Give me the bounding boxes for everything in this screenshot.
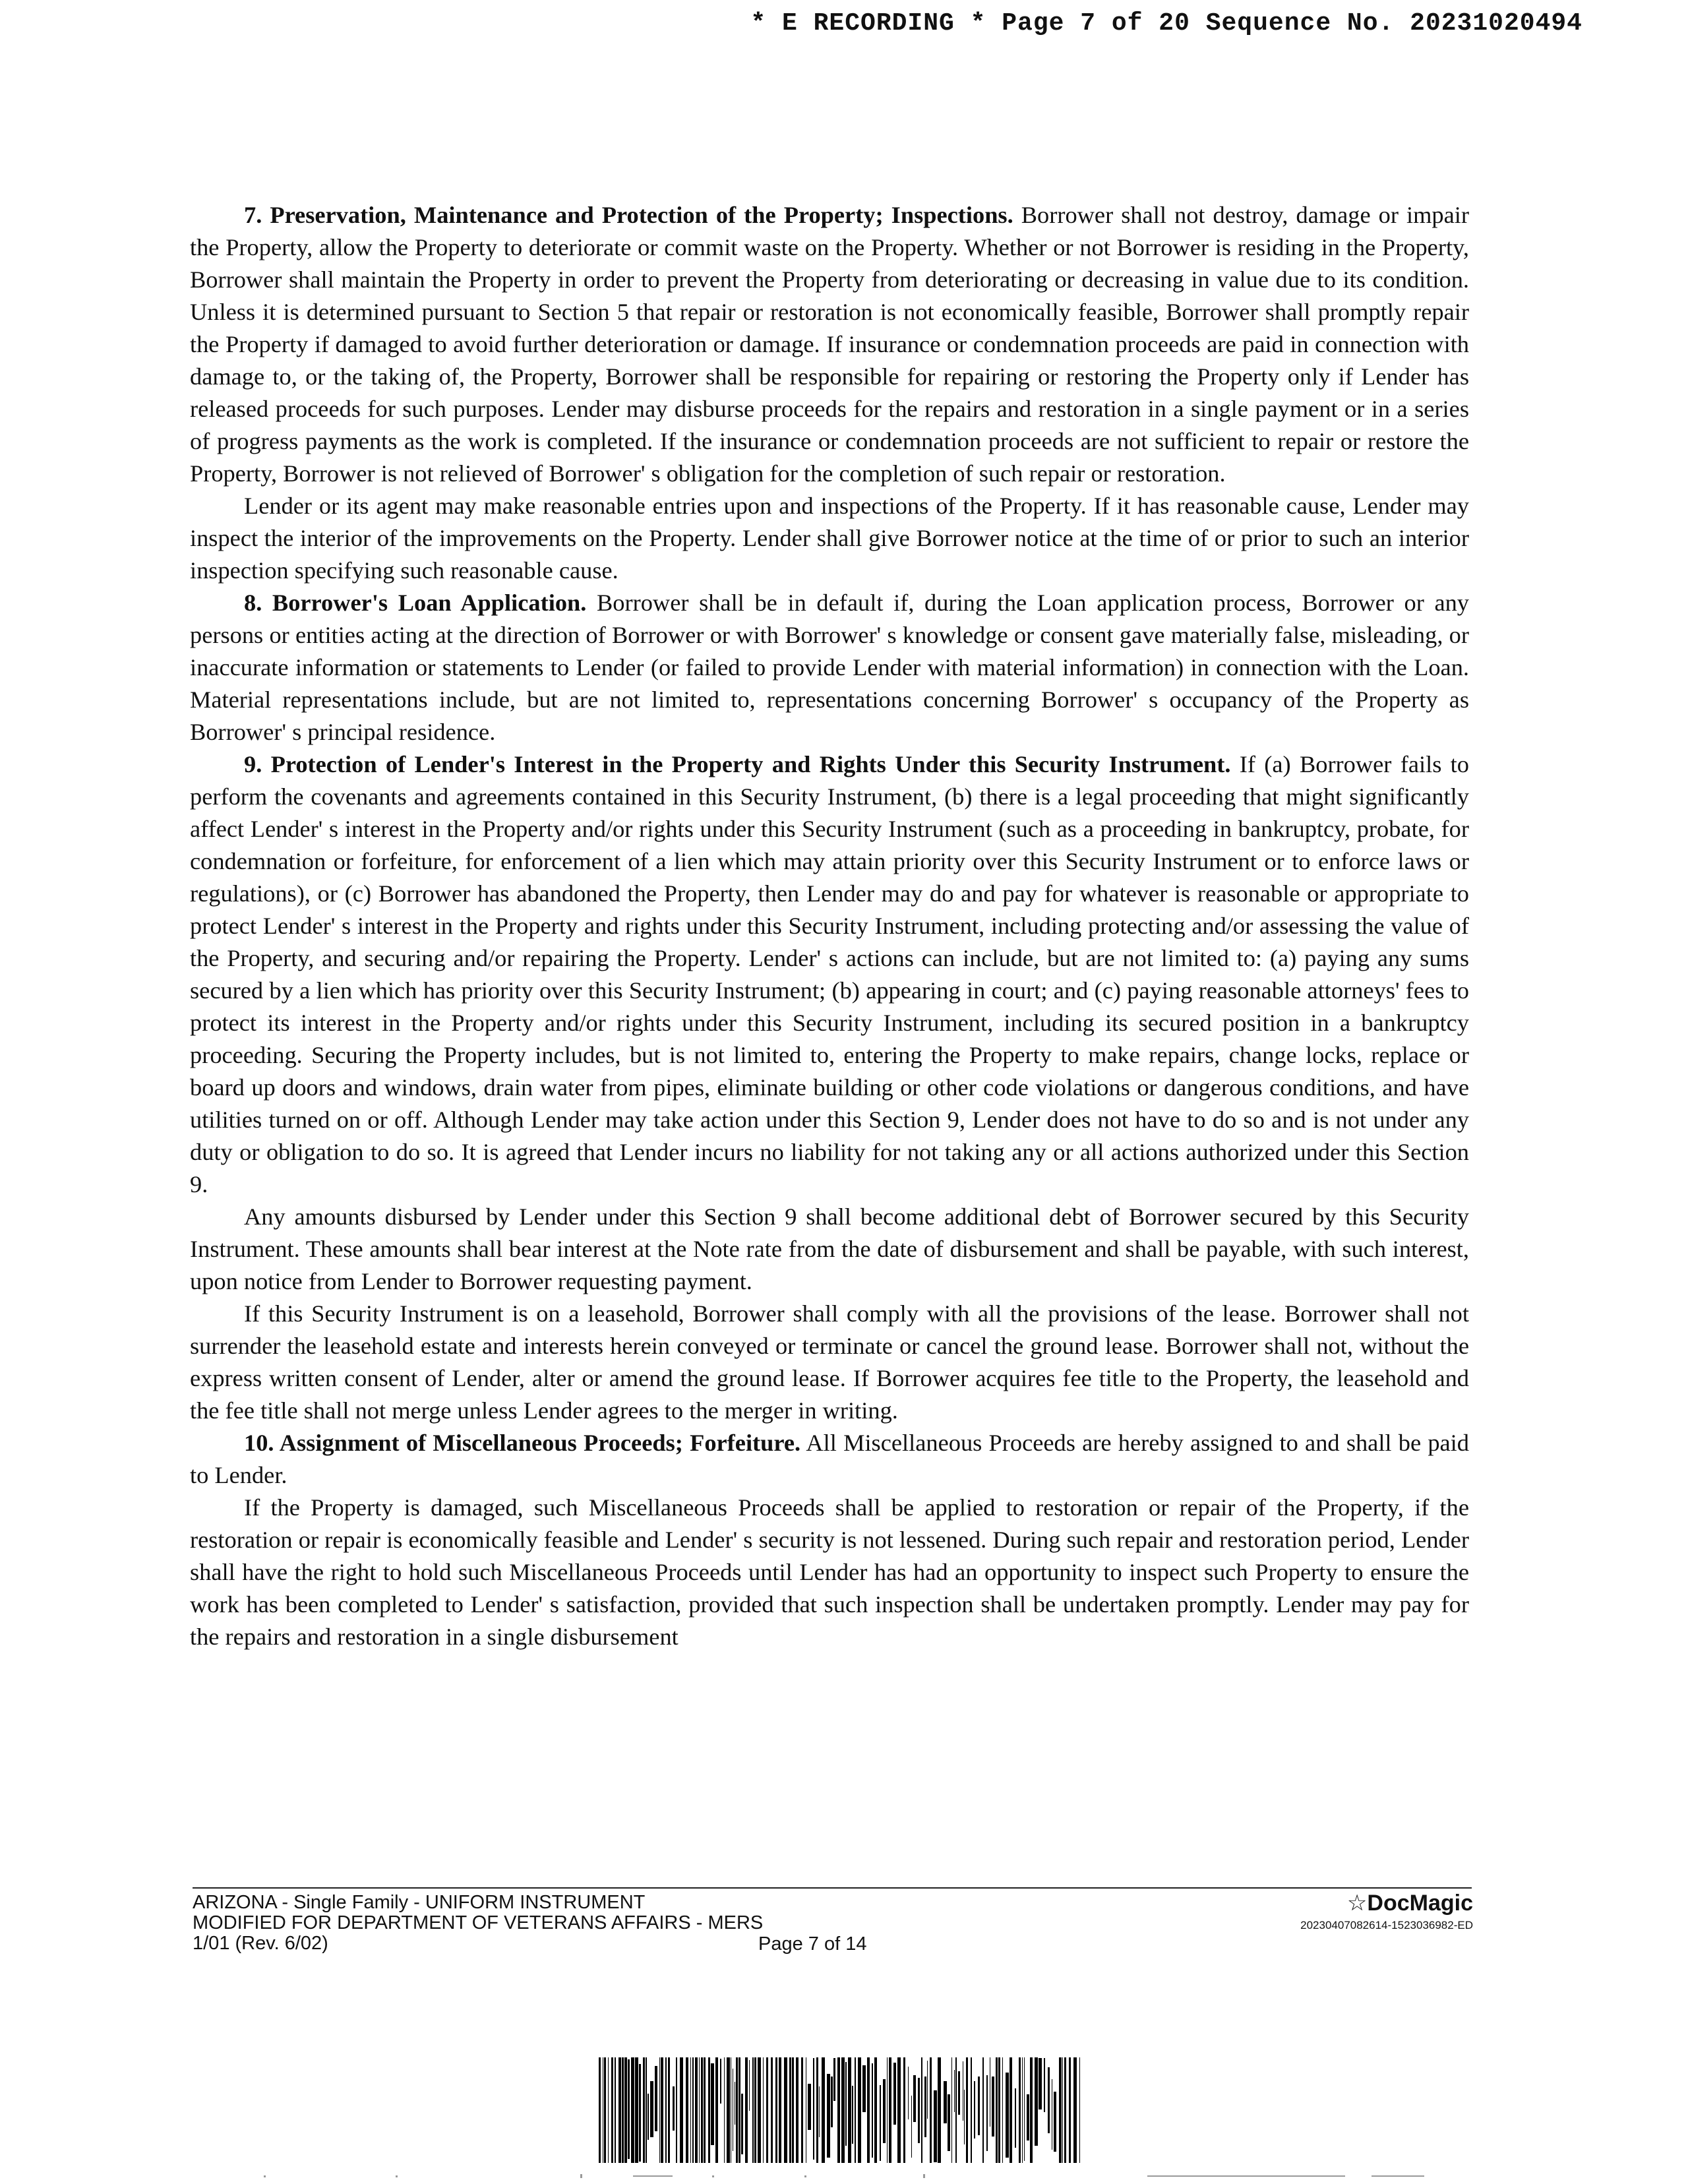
paragraph-text: If (a) Borrower fails to perform the covenants and agreements contained in this Security Instrument, (b) there is a legal proceeding that might significantly affect Lender' s interest in the Property and/or rights under this Security Instrument (such as a proceeding in bankruptcy, probate, for condemnation or forfeiture, for enforcement of a lien which may attain priority over this Security Instrument or to enforce laws or regulations), or (c) Borrower has abandoned the Property, then Lender may do and pay for whatever is reasonable or appropriate to protect Lender' s interest in the Property and rights under this Security Instrument, including protecting and/or assessing the value of the Property, and securing and/or repairing the Property. Lender' s actions can include, but are not limited to: (a) paying any sums secured by a lien which has priority over this Security Instrument; (b) appearing in court; and (c) paying reasonable attorneys' fees to protect its interest in the Property and/or rights under this Security Instrument, including its secured position in a bankruptcy proceeding. Securing the Property includes, but is not limited to, entering the Property to make repairs, change locks, replace or board up doors and windows, drain water from pipes, eliminate building or other code violations or dangerous conditions, and have utilities turned on or off. Although Lender may take action under this Section 9, Lender does not have to do so and is not under any duty or obligation to do so. It is agreed that Lender incurs no liability for not taking any or all actions authorized under this Section 9. — [190, 751, 1469, 1198]
footer-state-line: ARIZONA - Single Family - UNIFORM INSTRUMENT — [193, 1892, 646, 1913]
paragraph-8 — [190, 587, 1469, 748]
section-heading: 7. Preservation, Maintenance and Protection of the Property; Inspections. — [244, 202, 1013, 228]
footer-page-number: Page 7 of 14 — [758, 1933, 867, 1955]
footer-revision-line: 1/01 (Rev. 6/02) — [193, 1933, 328, 1954]
paragraph-text: Lender or its agent may make reasonable entries upon and inspections of the Property. If it has reasonable cause, Lender may inspect the interior of the improvements on the Property. Lender shall give Borrower notice at the time of or prior to such an interior inspection specifying such reasonable cause. — [190, 493, 1469, 584]
brand-name: DocMagic — [1367, 1891, 1473, 1916]
docmagic-logo — [1347, 1890, 1473, 1916]
document-code: 20230407082614-1523036982-ED — [1300, 1919, 1473, 1931]
paragraph-text: All Miscellaneous Proceeds are hereby assigned to and shall be paid to Lender. — [190, 1430, 1469, 1488]
paragraph-9-leasehold — [190, 1298, 1469, 1427]
footer-modified-line: MODIFIED FOR DEPARTMENT OF VETERANS AFFAIRS - MERS — [193, 1912, 764, 1933]
document-body — [190, 199, 1469, 1653]
section-heading: 8. Borrower's Loan Application. — [244, 590, 587, 616]
paragraph-7-inspections — [190, 490, 1469, 587]
paragraph-9 — [190, 748, 1469, 1201]
section-heading: 10. Assignment of Miscellaneous Proceeds; Forfeiture. — [244, 1430, 801, 1456]
paragraph-text: If this Security Instrument is on a leasehold, Borrower shall comply with all the provisions of the lease. Borrower shall not surrender the leasehold estate and interests herein conveyed or terminate or cancel the ground lease. Borrower shall not, without the express written consent of Lender, alter or amend the ground lease. If Borrower acquires fee title to the Property, the leasehold and the fee title shall not merge unless Lender agrees to the merger in writing. — [190, 1300, 1469, 1424]
paragraph-10 — [190, 1427, 1469, 1492]
paragraph-text: Borrower shall be in default if, during the Loan application process, Borrower or any persons or entities acting at the direction of Borrower or with Borrower' s knowledge or consent gave materially false, misleading, or inaccurate information or statements to Lender (or failed to provide Lender with material information) in connection with the Loan. Material representations include, but are not limited to, representations concerning Borrower' s occupancy of the Property as Borrower' s principal residence. — [190, 590, 1469, 745]
paragraph-9-amounts — [190, 1201, 1469, 1298]
footer-rule — [193, 1887, 1472, 1889]
paragraph-text: Any amounts disbursed by Lender under this Section 9 shall become additional debt of Borrower secured by this Security Instrument. These amounts shall bear interest at the Note rate from the date of disbursement and shall be payable, with such interest, upon notice from Lender to Borrower requesting payment. — [190, 1203, 1469, 1294]
paragraph-text: If the Property is damaged, such Miscellaneous Proceeds shall be applied to restoration or repair of the Property, if the restoration or repair is economically feasible and Lender' s security is not lessened. During such repair and restoration period, Lender shall have the right to hold such Miscellaneous Proceeds until Lender has had an opportunity to inspect such Property to ensure the work has been completed to Lender' s satisfaction, provided that such inspection shall be undertaken promptly. Lender may pay for the repairs and restoration in a single disbursement — [190, 1494, 1469, 1650]
scan-artifact-line — [264, 2173, 1451, 2179]
paragraph-10-damage — [190, 1492, 1469, 1653]
barcode-image — [599, 2057, 1080, 2163]
paragraph-text: Borrower shall not destroy, damage or impair the Property, allow the Property to deteriorate or commit waste on the Property. Whether or not Borrower is residing in the Property, Borrower shall maintain the Property in order to prevent the Property from deteriorating or decreasing in value due to its condition. Unless it is determined pursuant to Section 5 that repair or restoration is not economically feasible, Borrower shall promptly repair the Property if damaged to avoid further deterioration or damage. If insurance or condemnation proceeds are paid in connection with damage to, or the taking of, the Property, Borrower shall be responsible for repairing or restoring the Property only if Lender has released proceeds for such purposes. Lender may disburse proceeds for the repairs and restoration in a single payment or in a series of progress payments as the work is completed. If the insurance or condemnation proceeds are not sufficient to repair or restore the Property, Borrower is not relieved of Borrower' s obligation for the completion of such repair or restoration. — [190, 202, 1470, 487]
star-icon: ☆ — [1346, 1891, 1368, 1916]
recording-header: * E RECORDING * Page 7 of 20 Sequence No. 20231020494 — [750, 9, 1582, 38]
paragraph-7 — [190, 199, 1469, 490]
section-heading: 9. Protection of Lender's Interest in the Property and Rights Under this Security Instrument. — [244, 751, 1231, 777]
footer-form-info — [193, 1893, 763, 1954]
